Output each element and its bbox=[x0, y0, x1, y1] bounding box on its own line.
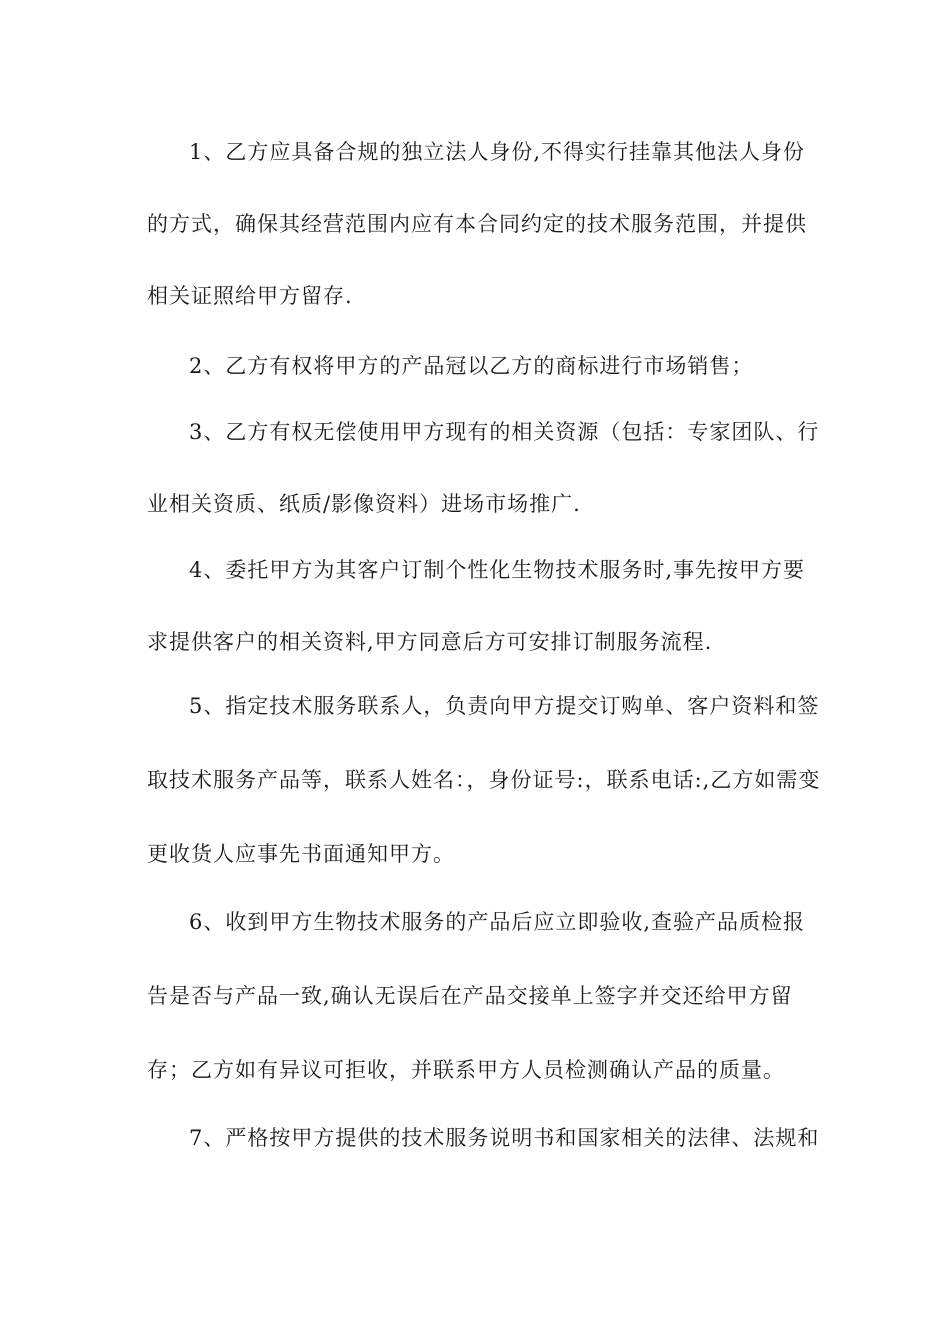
paragraph-5-line-3: 更收货人应事先书面通知甲方。 bbox=[147, 842, 455, 866]
paragraph-7-line-1: 7、严格按甲方提供的技术服务说明书和国家相关的法律、法规和 bbox=[189, 1126, 820, 1150]
paragraph-3-line-2: 业相关资质、纸质/影像资料）进场市场推广. bbox=[147, 492, 581, 516]
paragraph-4-line-1: 4、委托甲方为其客户订制个性化生物技术服务时,事先按甲方要 bbox=[189, 558, 806, 582]
paragraph-5-line-2: 取技术服务产品等，联系人姓名：，身份证号:，联系电话:,乙方如需变 bbox=[147, 768, 821, 792]
paragraph-4-line-2: 求提供客户的相关资料,甲方同意后方可安排订制服务流程. bbox=[147, 630, 713, 654]
paragraph-1-line-2: 的方式，确保其经营范围内应有本合同约定的技术服务范围，并提供 bbox=[147, 212, 807, 236]
paragraph-6-line-2: 告是否与产品一致,确认无误后在产品交接单上签字并交还给甲方留 bbox=[147, 984, 793, 1008]
paragraph-6-line-3: 存；乙方如有异议可拒收，并联系甲方人员检测确认产品的质量。 bbox=[147, 1058, 785, 1082]
paragraph-1-line-3: 相关证照给甲方留存. bbox=[147, 284, 353, 308]
paragraph-5-line-1: 5、指定技术服务联系人，负责向甲方提交订购单、客户资料和签 bbox=[189, 694, 820, 718]
paragraph-6-line-1: 6、收到甲方生物技术服务的产品后应立即验收,查验产品质检报 bbox=[189, 910, 806, 934]
paragraph-2-line-1: 2、乙方有权将甲方的产品冠以乙方的商标进行市场销售； bbox=[189, 354, 754, 378]
paragraph-3-line-1: 3、乙方有权无偿使用甲方现有的相关资源（包括：专家团队、行 bbox=[189, 420, 820, 444]
paragraph-1-line-1: 1、乙方应具备合规的独立法人身份,不得实行挂靠其他法人身份 bbox=[189, 140, 806, 164]
